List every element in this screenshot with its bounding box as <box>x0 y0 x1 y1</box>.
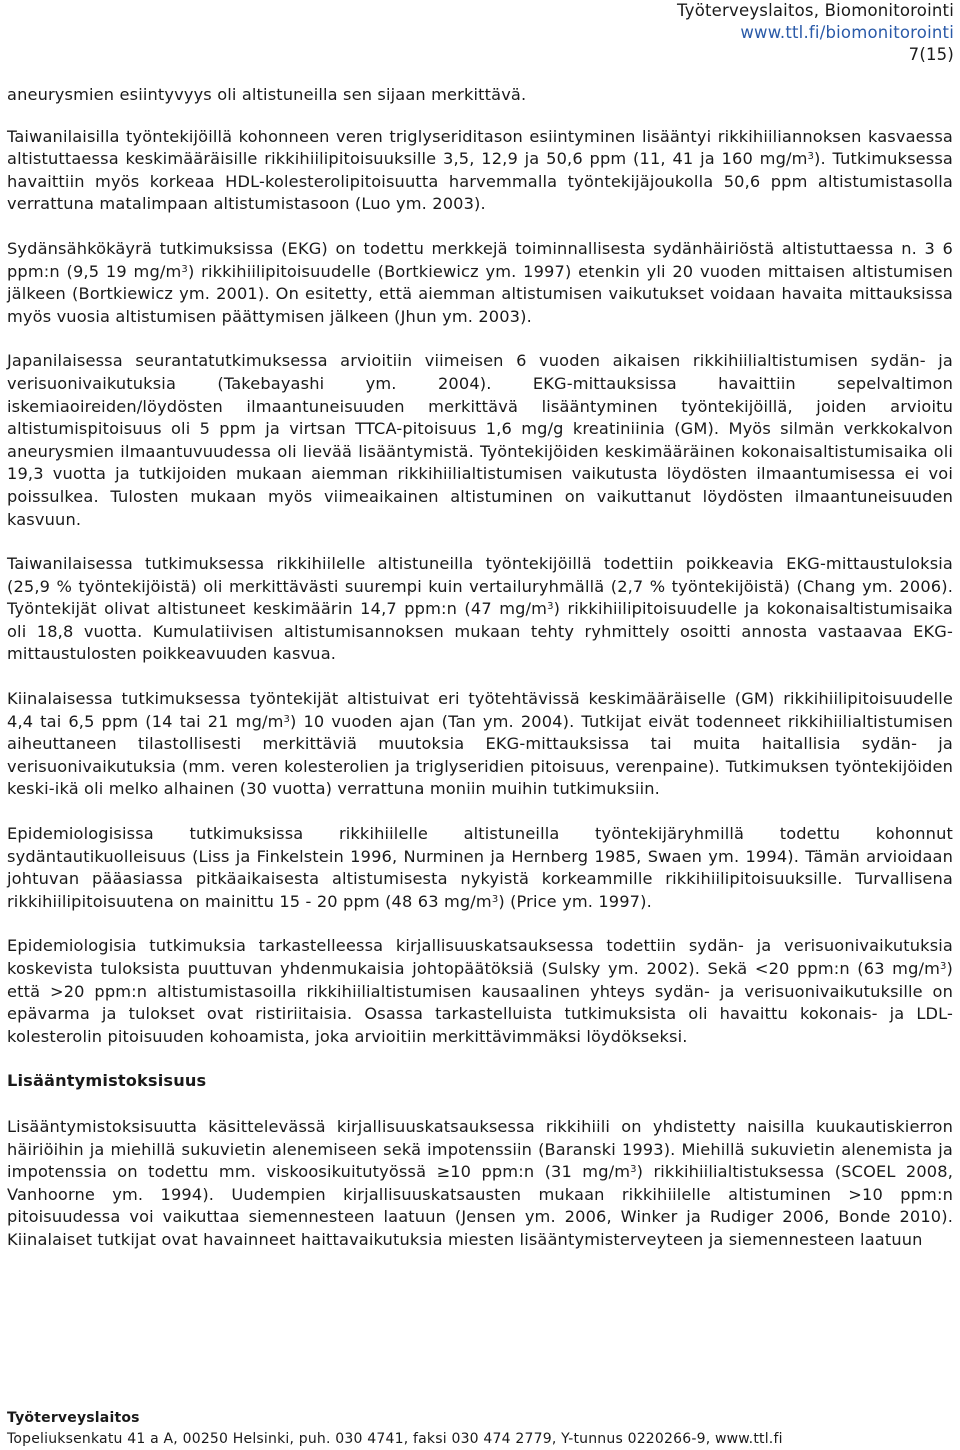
paragraph-5: Taiwanilaisessa tutkimuksessa rikkihiilelle altistuneilla työntekijöillä todettiin poikkeavia EKG-mittaustuloksia (25,9 % työntekijöistä) oli merkittävästi suurempi kuin vertailuryhmällä (2,7 % työntekijöistä) (Chang ym. 2006). Työntekijät olivat altistuneet keskimäärin 14,7 ppm:n (47 $mg/m^3$) rikkihiilipitoisuudelle ja kokonaisaltistumisaika oli 18,8 vuotta. Kumulatiivisen altistumisannoksen mukaan tehty ryhmittely osoitti annosta vastaavaa EKG-mittaustulosten poikkeavuuden kasvua. <box>7 554 953 664</box>
footer-address: Topeliuksenkatu 41 a A, 00250 Helsinki, puh. 030 4741, faksi 030 474 2779, Y-tunnus 0220266-9, www.ttl.fi <box>7 1431 783 1447</box>
paragraph-8: Epidemiologisia tutkimuksia tarkastelleessa kirjallisuuskatsauksessa todettiin sydän- ja verisuonivaikutuksia koskevista tuloksista puuttuvan yhdenmukaisia johtopäätöksiä (Sulsky ym. 2002). Sekä <20 ppm:n (63 $mg/m^3$) että >20 ppm:n altistumistasoilla rikkihiilialtistumisen kausaalinen yhteys sydän- ja verisuonivaikutuksille on epävarma ja tulokset ovat ristiriitaisia. Osassa tarkastelluista tutkimuksista oli havaittu kokonais- ja LDL-kolesterolin pitoisuuden kohoamista, joka arvioitiin merkittävimmäksi löydökseksi. <box>7 936 953 1046</box>
paragraph-6: Kiinalaisessa tutkimuksessa työntekijät altistuivat eri työtehtävissä keskimääräiselle (GM) rikkihiilipitoisuudelle 4,4 tai 6,5 ppm (14 tai 21 $mg/m^3$) 10 vuoden ajan (Tan ym. 2004). Tutkijat eivät todenneet rikkihiilialtistumisen aiheuttaneen tilastollisesti merkittäviä muutoksia EKG-mittauksissa tai muita haitallisia sydän- ja verisuonivaikutuksia (mm. veren kolesterolien ja triglyseridien pitoisuus, verenpaine). Tutkimuksen työntekijöiden keski-ikä oli melko alhainen (30 vuotta) verrattuna moniin muihin tutkimuksiin. <box>7 689 953 799</box>
header-organization: Työterveyslaitos, Biomonitorointi <box>677 1 954 20</box>
section-heading: Lisääntymistoksisuus <box>7 1071 207 1091</box>
page-footer <box>7 1408 783 1450</box>
footer-organization: Työterveyslaitos <box>7 1410 140 1426</box>
paragraph-3: Sydänsähkökäyrä tutkimuksissa (EKG) on todettu merkkejä toiminnallisesta sydänhäiriöstä altistuttaessa n. 3 6 ppm:n (9,5 19 $mg/m^3$) rikkihiilipitoisuudelle (Bortkiewicz ym. 1997) etenkin yli 20 vuoden mittaisen altistumisen jälkeen (Bortkiewicz ym. 2001). On esitetty, että aiemman altistumisen vaikutukset voidaan havaita mittauksissa myös vuosia altistumisen päättymisen jälkeen (Jhun ym. 2003). <box>7 238 953 326</box>
page-number: 7(15) <box>908 45 954 64</box>
section-paragraph: Lisääntymistoksisuutta käsittelevässä kirjallisuuskatsauksessa rikkihiili on yhdistetty naisilla kuukautiskierron häiriöihin ja miehillä sukuvietin alenemiseen sekä impotenssiin (Baranski 1993). Miehillä sukuvietin alenemista ja impotenssia on todettu mm. viskoosikuitutyössä ≥10 ppm:n (31 $mg/m^3$) rikkihiilialtistuksessa (SCOEL 2008, Vanhoorne ym. 1994). Uudempien kirjallisuuskatsausten mukaan rikkihiilelle altistuminen >10 ppm:n pitoisuudessa voi vaikuttaa siemennesteen laatuun (Jensen ym. 2006, Winker ja Rudiger 2006, Bonde 2010). Kiinalaiset tutkijat ovat havainneet haittavaikutuksia miesten lisääntymisterveyteen ja siemennesteen laatuun <box>7 1116 953 1249</box>
paragraph-1: aneurysmien esiintyvyys oli altistuneilla sen sijaan merkittävä. <box>7 85 527 104</box>
page-header <box>677 0 954 66</box>
document-body <box>7 84 953 1274</box>
paragraph-7: Epidemiologisissa tutkimuksissa rikkihiilelle altistuneilla työntekijäryhmillä todettu kohonnut sydäntautikuolleisuus (Liss ja Finkelstein 1996, Nurminen ja Hernberg 1985, Swaen ym. 1994). Tämän arvioidaan johtuvan pääasiassa pitkäaikaisesta altistumisesta nykyistä korkeammille rikkihiilipitoisuuksille. Turvallisena rikkihiilipitoisuutena on mainittu 15 - 20 ppm (48 63 $mg/m^3$) (Price ym. 1997). <box>7 824 953 911</box>
paragraph-4: Japanilaisessa seurantatutkimuksessa arvioitiin viimeisen 6 vuoden aikaisen rikkihiilialtistumisen sydän- ja verisuonivaikutuksia (Takebayashi ym. 2004). EKG-mittauksissa havaittiin sepelvaltimon iskemiaoireiden/löydösten ilmaantuneisuuden merkittävä lisääntyminen työntekijöillä, joiden arvioitu altistumispitoisuus oli 5 ppm ja virtsan TTCA-pitoisuus 1,6 mg/g kreatiniinia (GM). Myös silmän verkkokalvon aneurysmien ilmaantuvuudessa oli lievää lisääntymistä. Työntekijöiden keskimääräinen kokonaisaltistumisaika oli 19,3 vuotta ja tutkijoiden mukaan aiemman rikkihiilialtistumisen vaikutusta löydösten ilmaantumisessa ei voi poissulkea. Tulosten mukaan myös viimeaikainen altistuminen on vaikuttanut löydösten ilmaantuneisuuden kasvuun. <box>7 351 953 529</box>
header-url-link[interactable]: www.ttl.fi/biomonitorointi <box>740 23 954 42</box>
paragraph-2: Taiwanilaisilla työntekijöillä kohonneen veren triglyseriditason esiintyminen lisääntyi rikkihiiliannoksen kasvaessa altistuttaessa keskimääräisille rikkihiilipitoisuuksille 3,5, 12,9 ja 50,6 ppm (11, 41 ja 160 $mg/m^3$). Tutkimuksessa havaittiin myös korkeaa HDL-kolesterolipitoisuutta harvemmalla työntekijäjoukolla 50,6 ppm altistumistasolla verrattuna matalimpaan altistumistasoon (Luo ym. 2003). <box>7 126 953 214</box>
